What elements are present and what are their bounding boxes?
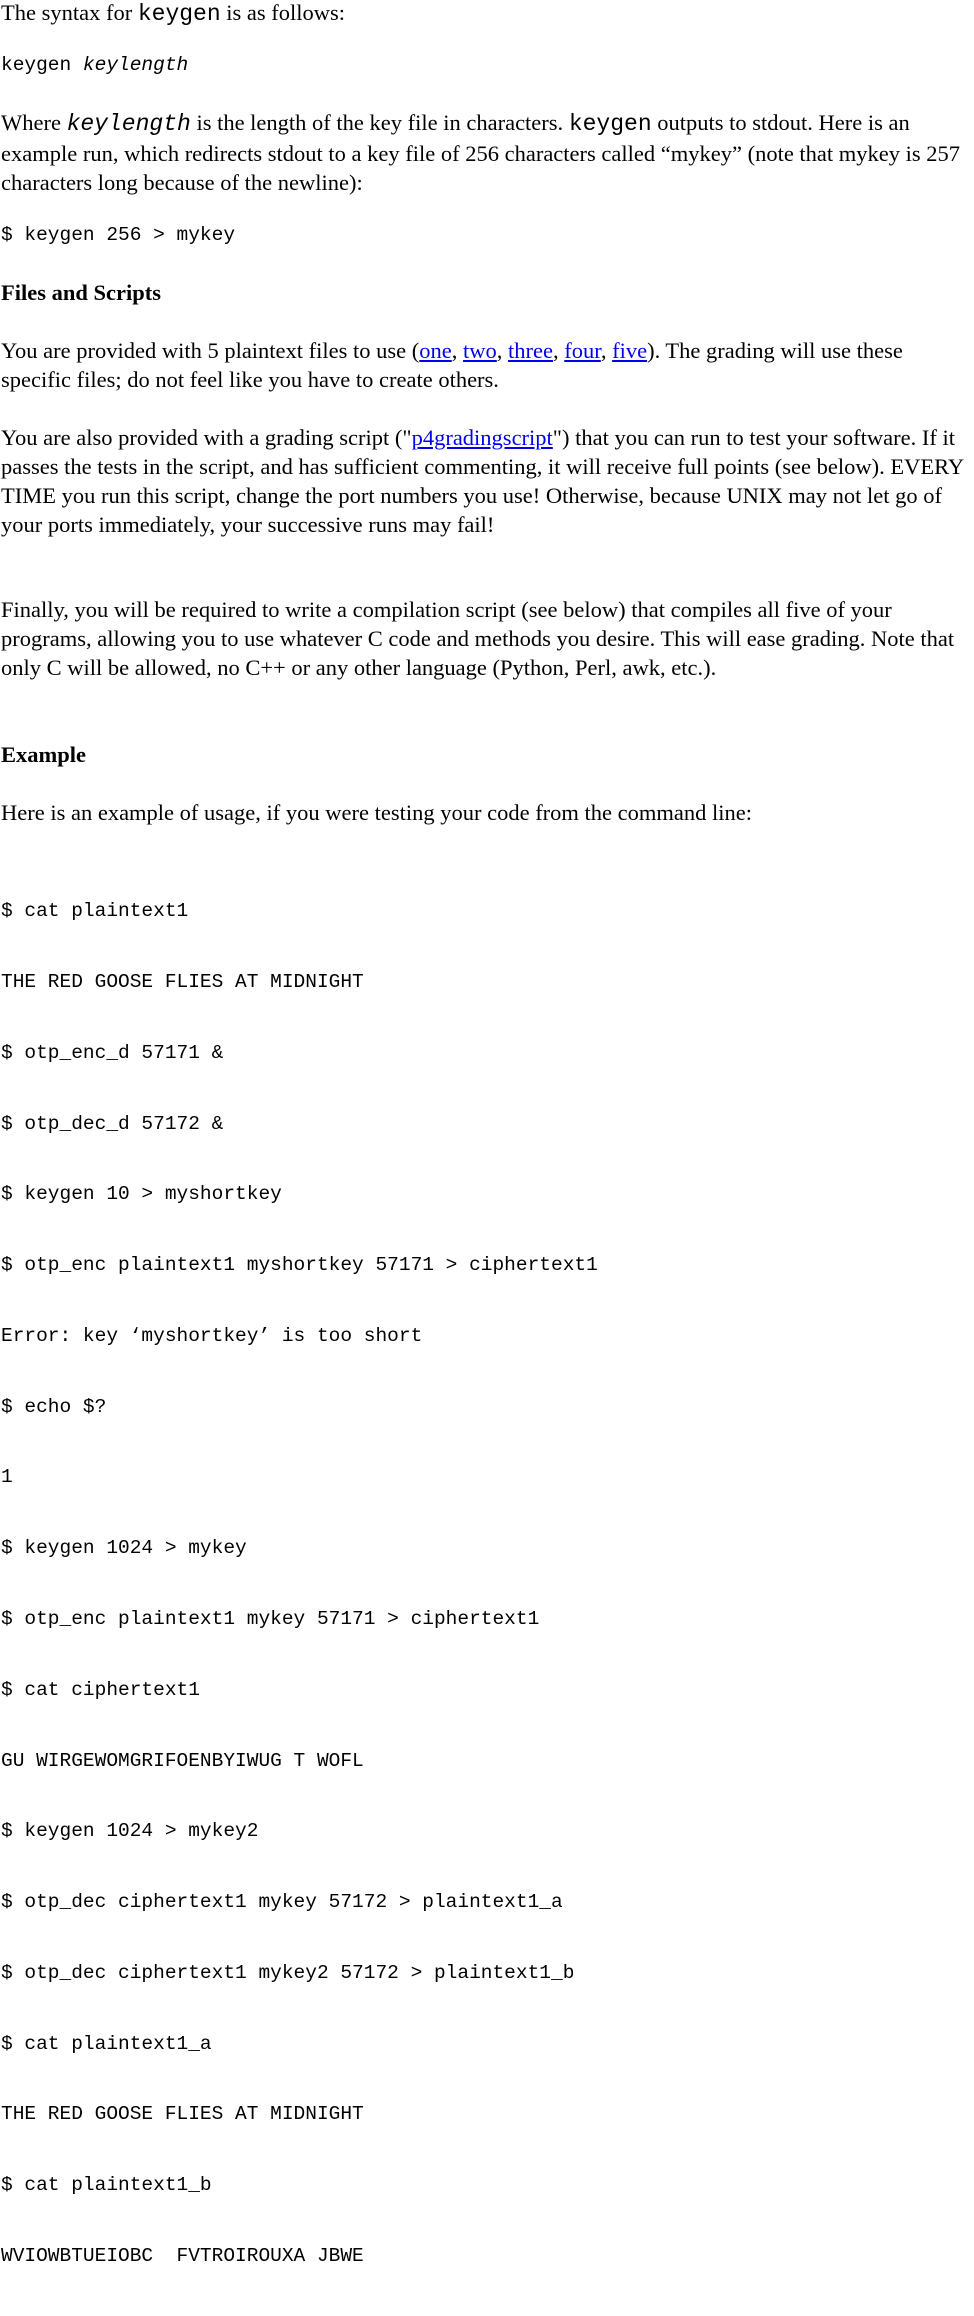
grading-text: You are also provided with a grading script (" — [1, 425, 412, 450]
link-one[interactable]: one — [419, 338, 452, 363]
files-paragraph — [1, 336, 971, 394]
terminal-line: $ otp_dec ciphertext1 mykey2 57172 > plaintext1_b — [1, 1961, 575, 1984]
terminal-line: THE RED GOOSE FLIES AT MIDNIGHT — [1, 970, 364, 993]
intro-text: The syntax for — [1, 0, 138, 25]
finally-paragraph: Finally, you will be required to write a compilation script (see below) that compiles all five of your programs, allowing you to use whatever C code and methods you desire. This will ease grading. Note that only C will be allowed, no C++ or any other language (Python, Perl, awk, etc.). — [1, 597, 955, 680]
terminal-line: $ cat plaintext1 — [1, 900, 189, 923]
example-heading: Example — [1, 742, 87, 767]
link-five[interactable]: five — [612, 338, 648, 363]
usage-argument: keylength — [82, 54, 189, 76]
terminal-line: 1 — [1, 1466, 13, 1489]
inline-command: keygen — [137, 1, 221, 27]
files-heading: Files and Scripts — [1, 280, 162, 305]
terminal-line: $ cat plaintext1_a — [1, 2032, 212, 2055]
terminal-line: $ echo $? — [1, 1395, 107, 1418]
separator: , — [451, 338, 464, 363]
terminal-line: $ keygen 10 > myshortkey — [1, 1183, 282, 1206]
link-grading-script[interactable]: p4gradingscript — [411, 425, 553, 450]
where-text-3: outputs to stdout. Here is an example run, which redirects stdout to a key file of 256 characters called “mykey” (note that mykey is 257 characters long because of the newline): — [1, 110, 961, 195]
intro-text-end: is as follows: — [220, 0, 346, 25]
intro-paragraph — [1, 0, 971, 29]
link-two[interactable]: two — [463, 338, 497, 363]
terminal-line: WVIOWBTUEIOBC FVTROIROUXA JBWE — [1, 2245, 364, 2268]
inline-command: keygen — [568, 111, 652, 137]
terminal-line: $ keygen 1024 > mykey — [1, 1537, 247, 1560]
terminal-line: $ otp_enc plaintext1 myshortkey 57171 > ciphertext1 — [1, 1254, 598, 1277]
terminal-line: $ otp_enc_d 57171 & — [1, 1041, 224, 1064]
example-command: $ keygen 256 > mykey — [1, 224, 236, 246]
terminal-line: $ cat plaintext1_b — [1, 2174, 212, 2197]
grading-text-end: ") that you can run to test your software. If it passes the tests in the script, and has sufficient commenting, it will receive full points (see below). EVERY TIME you run this script, change the port numbers you use! Otherwise, because UNIX may not let go of your ports immediately, your successive runs may fail! — [1, 425, 964, 537]
separator: , — [553, 338, 565, 363]
separator: , — [496, 338, 509, 363]
terminal-line: $ otp_dec_d 57172 & — [1, 1112, 224, 1135]
link-four[interactable]: four — [564, 338, 601, 363]
inline-argument: keylength — [66, 111, 191, 137]
terminal-line: THE RED GOOSE FLIES AT MIDNIGHT — [1, 2103, 364, 2126]
terminal-line: GU WIRGEWOMGRIFOENBYIWUG T WOFL — [1, 1749, 364, 1772]
usage-line — [1, 53, 971, 77]
terminal-line: Error: key ‘myshortkey’ is too short — [1, 1324, 423, 1347]
link-three[interactable]: three — [508, 338, 553, 363]
terminal-output — [1, 853, 971, 2316]
where-paragraph — [1, 108, 971, 197]
terminal-line: $ otp_enc plaintext1 mykey 57171 > ciphertext1 — [1, 1608, 540, 1630]
where-text-2: is the length of the key file in characters. — [190, 110, 569, 135]
terminal-line: $ cat ciphertext1 — [1, 1678, 200, 1701]
example-intro: Here is an example of usage, if you were testing your code from the command line: — [1, 800, 753, 825]
files-text: You are provided with 5 plaintext files to use ( — [1, 338, 420, 363]
files-text-end: ). The grading will use these specific files; do not feel like you have to create others. — [1, 338, 903, 392]
terminal-line: $ keygen 1024 > mykey2 — [1, 1820, 259, 1843]
usage-command: keygen — [1, 54, 83, 76]
where-text-1: Where — [1, 110, 67, 135]
separator: , — [600, 338, 613, 363]
grading-paragraph — [1, 423, 971, 539]
terminal-line: $ otp_dec ciphertext1 mykey 57172 > plaintext1_a — [1, 1891, 563, 1914]
